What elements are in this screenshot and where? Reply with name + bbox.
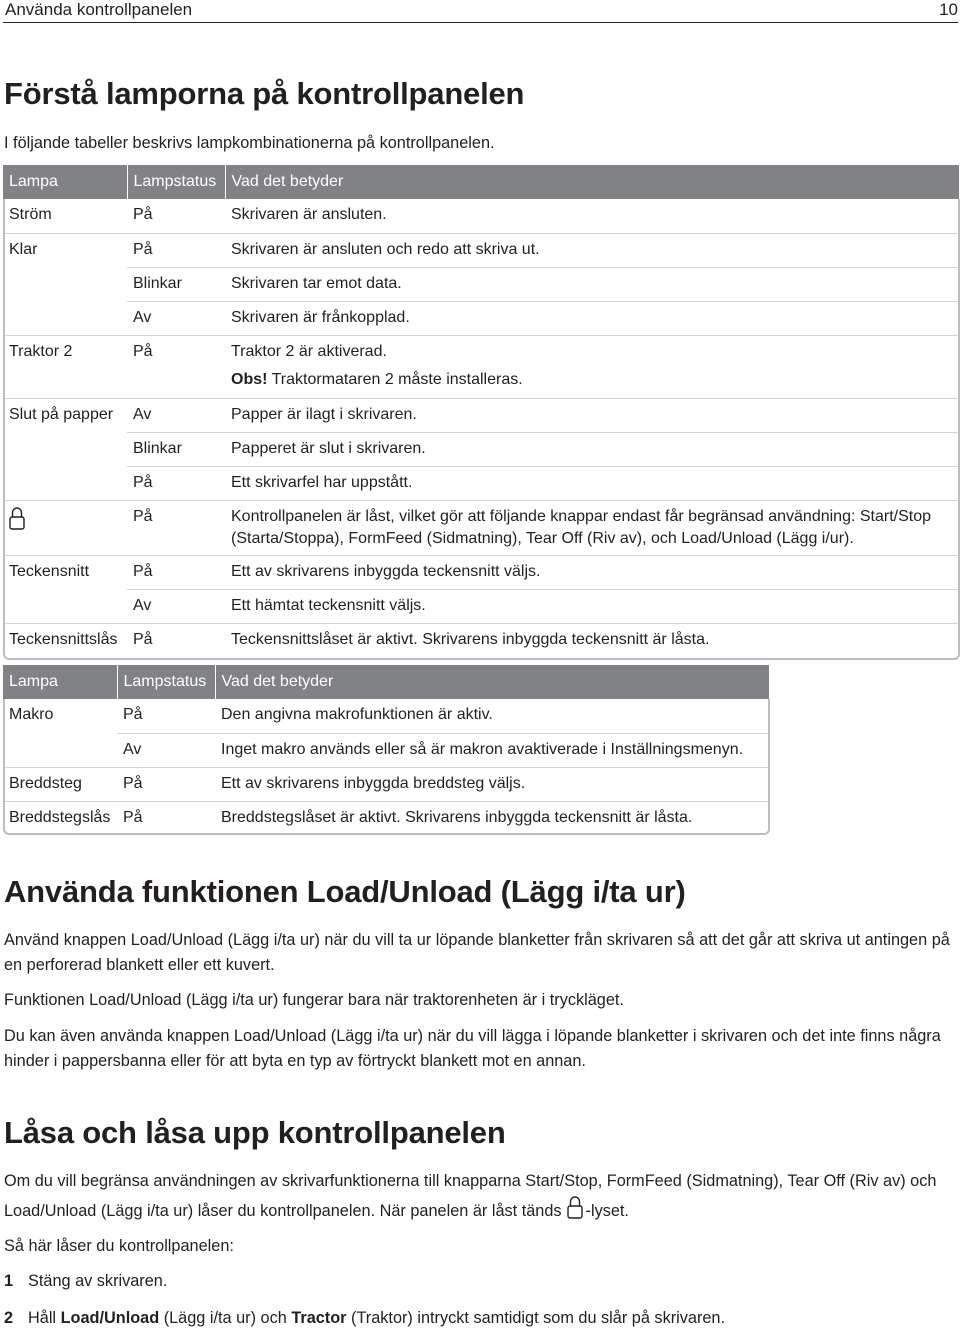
step-text-pre: Håll — [28, 1309, 61, 1327]
lock-icon — [9, 506, 25, 537]
lock-icon — [566, 1195, 584, 1228]
status-cell: Blinkar — [127, 432, 225, 466]
meaning-cell: Teckensnittslåset är aktivt. Skrivarens inbyggda teckensnitt är låsta. — [225, 623, 959, 657]
status-cell: På — [127, 623, 225, 657]
lamp-cell: Teckensnitt — [3, 555, 127, 589]
col-header-lamp: Lampa — [3, 165, 127, 199]
meaning-cell: Papper är ilagt i skrivaren. — [225, 398, 959, 432]
step-text-post: (Traktor) intryckt samtidigt som du slår på skrivaren. — [346, 1309, 725, 1327]
table-row — [3, 500, 959, 555]
step-number: 1 — [4, 1272, 14, 1290]
table-row — [3, 555, 959, 589]
lock-paragraph-suffix: -lyset. — [585, 1201, 629, 1220]
lock-instructions-lead: Så här låser du kontrollpanelen: — [4, 1237, 234, 1255]
running-header — [3, 0, 958, 23]
status-cell: På — [123, 706, 143, 723]
table-row — [3, 466, 959, 500]
lamp-cell — [3, 267, 127, 301]
meaning-cell: Skrivaren är frånkopplad. — [225, 301, 959, 335]
page-number: 10 — [939, 0, 958, 19]
meaning-cell: Breddstegslåset är aktivt. Skrivarens inbyggda teckensnitt är låsta. — [215, 801, 769, 835]
load-unload-paragraph-2: Funktionen Load/Unload (Lägg i/ta ur) fungerar bara när traktorenheten är i tryckläget. — [4, 991, 624, 1009]
table-row — [3, 801, 769, 835]
table-row — [3, 199, 959, 233]
step-text: Stäng av skrivaren. — [28, 1272, 168, 1290]
lights-table-1 — [3, 165, 959, 657]
table-row — [3, 623, 959, 657]
meaning-text: Traktor 2 är aktiverad. — [231, 342, 387, 360]
meaning-cell: Skrivaren tar emot data. — [225, 267, 959, 301]
col-header-meaning: Vad det betyder — [215, 665, 769, 699]
lamp-cell: Breddsteg — [3, 767, 117, 801]
lamp-cell: Makro — [9, 706, 54, 723]
table-row — [3, 301, 959, 335]
meaning-cell: Ett av skrivarens inbyggda teckensnitt väljs. — [225, 555, 959, 589]
table-row — [3, 733, 769, 767]
meaning-cell: Ett hämtat teckensnitt väljs. — [225, 589, 959, 623]
lamp-cell: Ström — [9, 206, 52, 223]
col-header-lamp: Lampa — [3, 665, 117, 699]
lamp-cell — [3, 589, 127, 623]
lamp-cell — [3, 301, 127, 335]
table-row — [3, 335, 959, 398]
lamp-cell: Traktor 2 — [3, 335, 127, 398]
section-title-lights: Förstå lamporna på kontrollpanelen — [4, 76, 525, 111]
lamp-cell: Slut på papper — [3, 398, 127, 432]
meaning-cell: Inget makro används eller så är makron avaktiverade i Inställningsmenyn. — [215, 733, 769, 767]
lights-table-2 — [3, 665, 769, 835]
lamp-cell — [3, 466, 127, 500]
table-row — [3, 589, 959, 623]
status-cell: Blinkar — [127, 267, 225, 301]
step-number: 2 — [4, 1309, 14, 1327]
note-label: Obs! — [231, 370, 268, 388]
section-title-lock: Låsa och låsa upp kontrollpanelen — [4, 1115, 506, 1150]
step-text-mid: (Lägg i/ta ur) och — [159, 1309, 292, 1327]
table-row — [3, 267, 959, 301]
step-item — [4, 1306, 958, 1331]
section-title-load-unload: Använda funktionen Load/Unload (Lägg i/ta ur) — [4, 874, 686, 909]
intro-paragraph: I följande tabeller beskrivs lampkombinationerna på kontrollpanelen. — [4, 134, 495, 152]
col-header-status: Lampstatus — [117, 665, 215, 699]
status-cell: Av — [127, 301, 225, 335]
meaning-cell: Skrivaren är ansluten och redo att skriva ut. — [225, 233, 959, 267]
load-unload-key: Load/Unload — [60, 1309, 160, 1327]
status-cell: På — [133, 206, 153, 223]
col-header-status: Lampstatus — [127, 165, 225, 199]
table-header-row — [3, 665, 769, 699]
status-cell: På — [127, 555, 225, 589]
status-cell: Av — [117, 733, 215, 767]
meaning-cell: Ett av skrivarens inbyggda breddsteg väljs. — [215, 767, 769, 801]
lock-paragraph-1 — [4, 1167, 958, 1228]
table-row — [3, 233, 959, 267]
status-cell: På — [127, 500, 225, 555]
status-cell: På — [117, 767, 215, 801]
meaning-cell: Den angivna makrofunktionen är aktiv. — [221, 706, 493, 723]
status-cell: Av — [127, 398, 225, 432]
meaning-cell — [225, 335, 959, 398]
lamp-cell — [3, 733, 117, 767]
meaning-cell: Ett skrivarfel har uppstått. — [225, 466, 959, 500]
tractor-key: Tractor — [291, 1309, 347, 1327]
note-text: Traktormataren 2 måste installeras. — [267, 370, 523, 388]
meaning-cell: Papperet är slut i skrivaren. — [225, 432, 959, 466]
col-header-meaning: Vad det betyder — [225, 165, 959, 199]
header-section-title: Använda kontrollpanelen — [5, 0, 193, 19]
lamp-cell — [3, 432, 127, 466]
table-row — [3, 432, 959, 466]
meaning-cell: Kontrollpanelen är låst, vilket gör att följande knappar endast får begränsad användning: Start/Stop (Starta/Stoppa), FormFeed (Sidmatning), Tear Off (Riv av), och Load/Unload (Lägg i/ur). — [225, 500, 959, 555]
meaning-cell: Skrivaren är ansluten. — [231, 206, 387, 223]
note — [231, 369, 959, 391]
status-cell: På — [127, 466, 225, 500]
table-header-row — [3, 165, 959, 199]
status-cell: På — [127, 335, 225, 398]
lamp-cell: Klar — [3, 233, 127, 267]
table-row — [3, 699, 769, 733]
status-cell: På — [117, 801, 215, 835]
load-unload-paragraph-3: Du kan även använda knappen Load/Unload (Lägg i/ta ur) när du vill lägga i löpande blanketter i skrivaren och det inte finns några hinder i pappersbanna eller för att byta en typ av förtryckt blankett mot en annan. — [4, 1027, 941, 1070]
lamp-cell — [3, 500, 127, 555]
lamp-cell: Teckensnittslås — [3, 623, 127, 657]
step-item — [4, 1269, 958, 1294]
table-row — [3, 398, 959, 432]
load-unload-paragraph-1: Använd knappen Load/Unload (Lägg i/ta ur) när du vill ta ur löpande blanketter från skrivaren så att det går att skriva ut antingen på en perforerad blankett eller ett kuvert. — [4, 931, 950, 974]
lock-paragraph-text: Om du vill begränsa användningen av skrivarfunktionerna till knapparna Start/Stop, FormFeed (Sidmatning), Tear Off (Riv av) och Load/Unload (Lägg i/ta ur) låser du kontrollpanelen. När panelen är låst tänds — [4, 1172, 937, 1220]
lamp-cell: Breddstegslås — [3, 801, 117, 835]
status-cell: På — [127, 233, 225, 267]
status-cell: Av — [127, 589, 225, 623]
table-row — [3, 767, 769, 801]
